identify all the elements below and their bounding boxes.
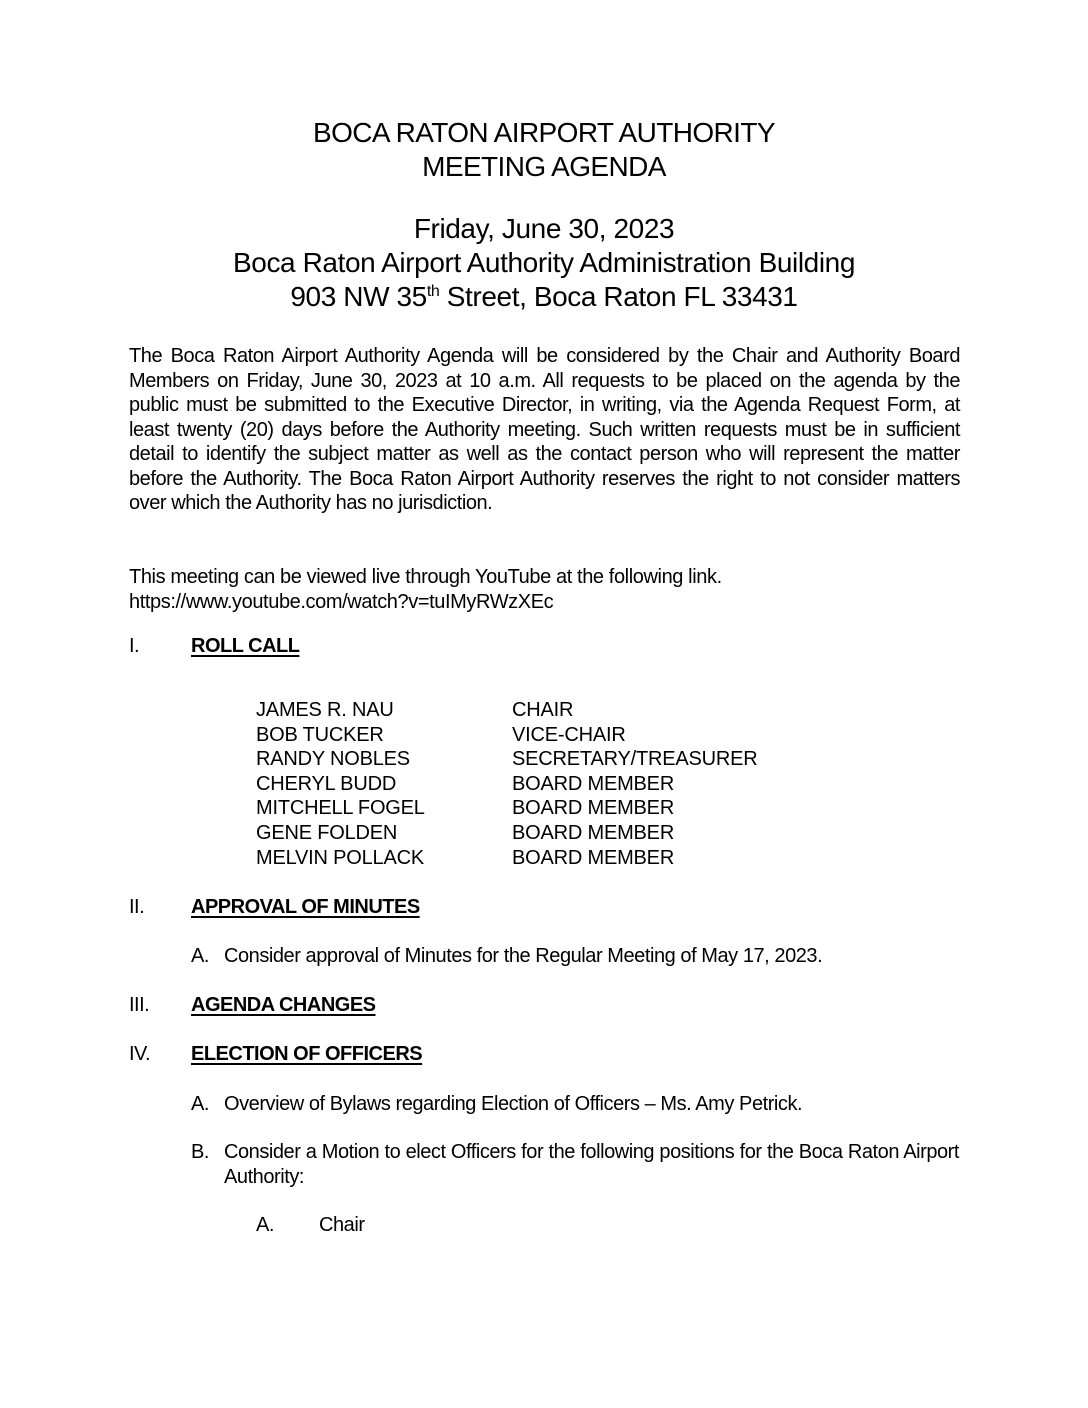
sub-item-marker: A. — [256, 1214, 274, 1236]
section-title: AGENDA CHANGES — [191, 994, 376, 1016]
section-number: III. — [129, 994, 150, 1016]
member-role: BOARD MEMBER — [512, 846, 675, 869]
item-marker: A. — [191, 1093, 209, 1115]
address-superscript: th — [426, 283, 440, 300]
member-name: GENE FOLDEN — [256, 821, 398, 844]
title-meeting-agenda: MEETING AGENDA — [422, 151, 666, 182]
meeting-date: Friday, June 30, 2023 — [413, 213, 675, 244]
member-name: CHERYL BUDD — [256, 772, 397, 795]
member-name: MELVIN POLLACK — [256, 846, 425, 869]
member-role: CHAIR — [512, 699, 574, 721]
title-organization: BOCA RATON AIRPORT AUTHORITY — [313, 117, 775, 148]
meeting-location: Boca Raton Airport Authority Administration Building — [233, 247, 855, 278]
section-title: ELECTION OF OFFICERS — [191, 1043, 423, 1065]
meeting-address — [0, 280, 1088, 314]
document-title — [0, 116, 1088, 184]
section-title: ROLL CALL — [191, 635, 300, 657]
youtube-text: This meeting can be viewed live through YouTube at the following link. — [129, 566, 722, 588]
item-text: Consider a Motion to elect Officers for the following positions for the Boca Raton Airport Authority: — [224, 1141, 959, 1188]
youtube-notice — [129, 565, 722, 614]
member-role: BOARD MEMBER — [512, 821, 675, 844]
member-name: BOB TUCKER — [256, 723, 384, 746]
member-name: JAMES R. NAU — [256, 699, 394, 721]
sub-item-text: Chair — [319, 1214, 365, 1236]
address-suffix: Street, Boca Raton FL 33431 — [439, 281, 798, 312]
item-text: Overview of Bylaws regarding Election of Officers – Ms. Amy Petrick. — [224, 1093, 803, 1115]
section-number: I. — [129, 635, 140, 657]
meeting-info — [0, 212, 1088, 314]
member-role: BOARD MEMBER — [512, 797, 675, 820]
member-name: RANDY NOBLES — [256, 748, 410, 771]
address-prefix: 903 NW 35 — [290, 281, 427, 312]
member-role: SECRETARY/TREASURER — [512, 748, 758, 771]
member-role: BOARD MEMBER — [512, 772, 675, 795]
intro-paragraph: The Boca Raton Airport Authority Agenda will be considered by the Chair and Authority Board Members on Friday, June 30, 2023 at 10 a.m. All requests to be placed on the agenda by the public must be submitted to the Executive Director, in writing, via the Agenda Request Form, at least twenty (20) days before the Authority meeting. Such written requests must be in sufficient detail to identify the subject matter as well as the contact person who will represent the matter before the Authority. The Boca Raton Airport Authority reserves the right to not consider matters over which the Authority has no jurisdiction. — [129, 345, 960, 514]
section-number: II. — [129, 896, 145, 918]
section-number: IV. — [129, 1043, 151, 1065]
member-name: MITCHELL FOGEL — [256, 797, 425, 820]
item-text: Consider approval of Minutes for the Regular Meeting of May 17, 2023. — [224, 945, 823, 967]
member-role: VICE-CHAIR — [512, 723, 626, 746]
youtube-link[interactable]: https://www.youtube.com/watch?v=tuIMyRWzXEc — [129, 590, 554, 613]
section-title: APPROVAL OF MINUTES — [191, 896, 420, 918]
item-marker: A. — [191, 945, 209, 967]
item-marker: B. — [191, 1141, 209, 1163]
